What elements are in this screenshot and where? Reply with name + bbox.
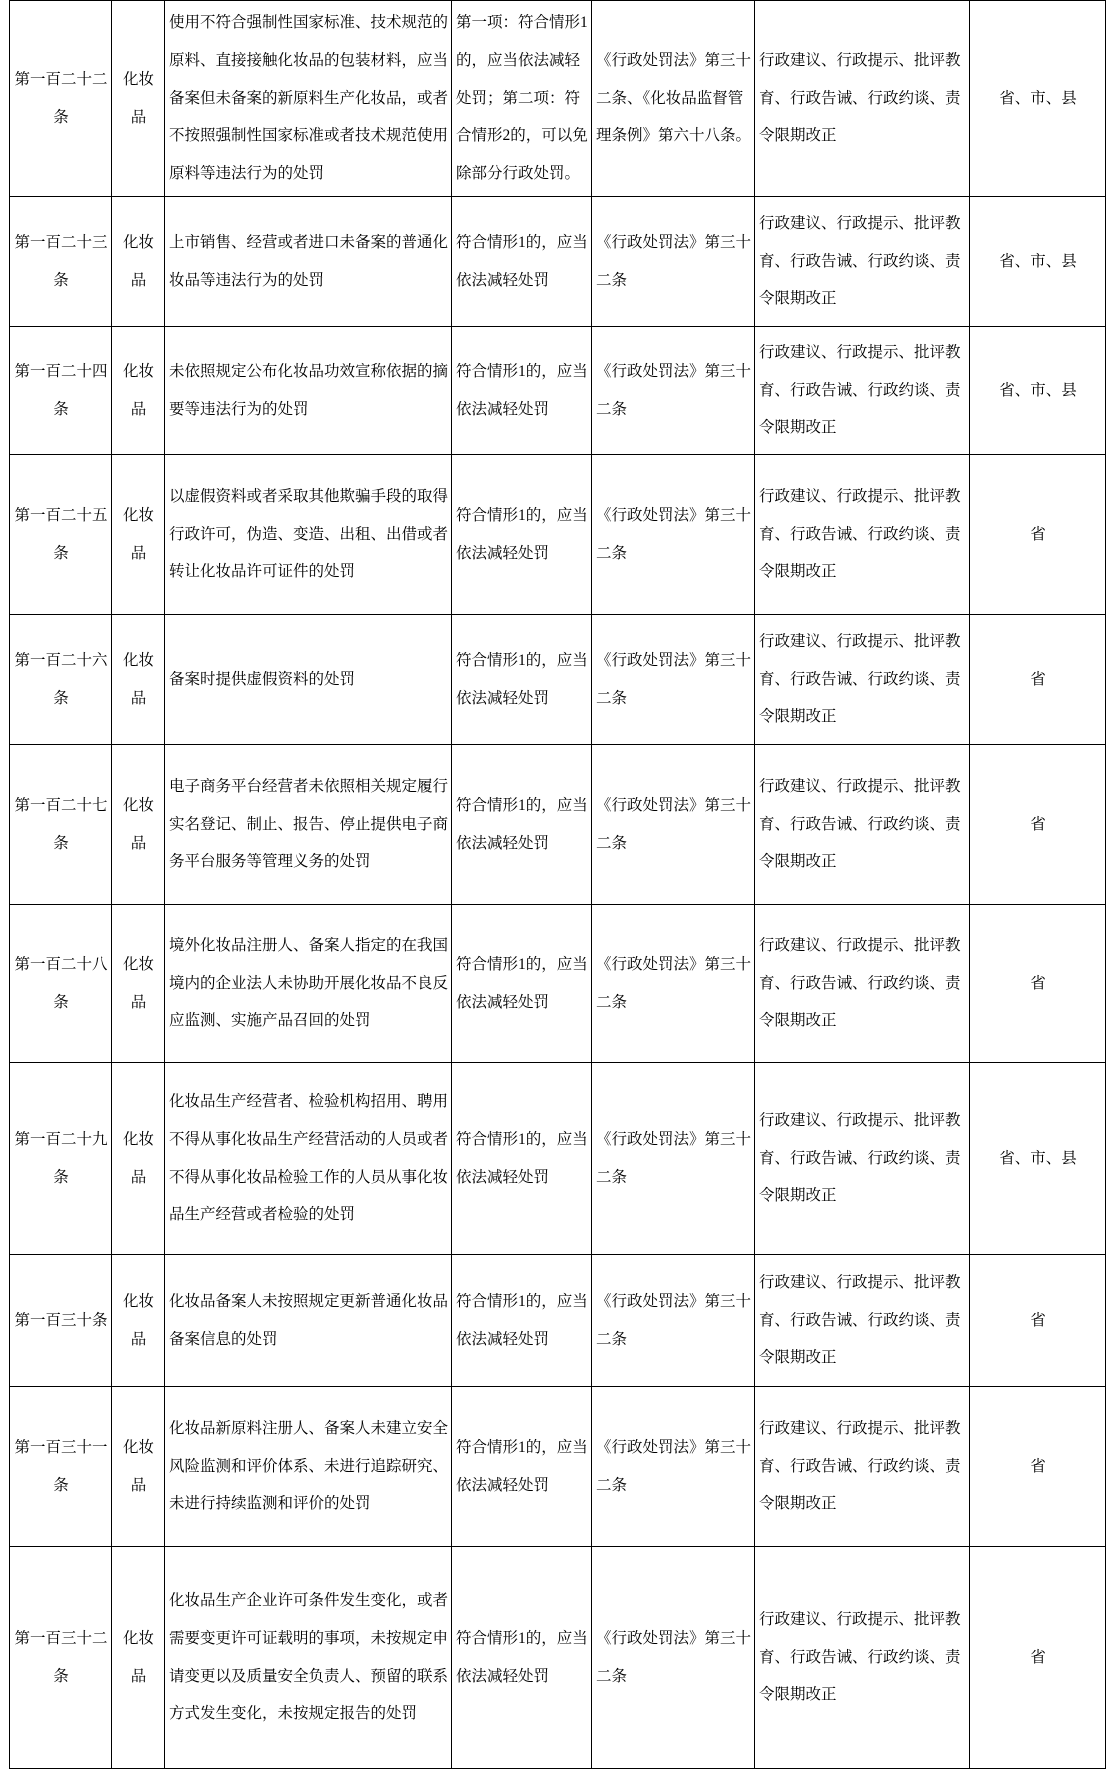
behavior-text: 使用不符合强制性国家标准、技术规范的原料、直接接触化妆品的包装材料，应当备案但未备案的新原料生产化妆品，或者不按照强制性国家标准或者技术规范使用原料等违法行为的处罚 xyxy=(169,13,449,183)
level-text: 省、市、县 xyxy=(999,252,1077,270)
basis-text: 《行政处罚法》第三十二条 xyxy=(596,1438,752,1494)
cell-behavior xyxy=(165,905,452,1063)
cell-rule xyxy=(452,1547,592,1769)
rule-text: 符合情形1的，应当依法减轻处罚 xyxy=(456,1438,588,1494)
cell-category xyxy=(112,1063,165,1255)
cell-article xyxy=(10,1547,112,1769)
cell-level xyxy=(970,1063,1106,1255)
category-text: 化妆品 xyxy=(122,506,154,562)
table-body xyxy=(10,1,1106,1769)
basis-text: 《行政处罚法》第三十二条 xyxy=(596,1292,752,1348)
cell-level xyxy=(970,1547,1106,1769)
cell-rule xyxy=(452,1063,592,1255)
cell-article xyxy=(10,615,112,745)
behavior-text: 化妆品生产经营者、检验机构招用、聘用不得从事化妆品生产经营活动的人员或者不得从事化妆品检验工作的人员从事化妆品生产经营或者检验的处罚 xyxy=(169,1092,449,1224)
rule-text: 符合情形1的，应当依法减轻处罚 xyxy=(456,651,588,707)
table-row xyxy=(10,327,1106,455)
cell-behavior xyxy=(165,1063,452,1255)
measure-text: 行政建议、行政提示、批评教育、行政告诫、行政约谈、责令限期改正 xyxy=(759,1111,961,1205)
behavior-text: 化妆品生产企业许可条件发生变化，或者需要变更许可证载明的事项，未按规定申请变更以及质量安全负责人、预留的联系方式发生变化，未按规定报告的处罚 xyxy=(169,1591,449,1723)
cell-measure xyxy=(755,197,970,327)
measure-text: 行政建议、行政提示、批评教育、行政告诫、行政约谈、责令限期改正 xyxy=(759,214,961,308)
category-text: 化妆品 xyxy=(122,651,154,707)
cell-category xyxy=(112,1255,165,1387)
cell-behavior xyxy=(165,197,452,327)
behavior-text: 备案时提供虚假资料的处罚 xyxy=(169,670,356,688)
table-row xyxy=(10,1063,1106,1255)
category-text: 化妆品 xyxy=(122,233,154,289)
cell-level xyxy=(970,745,1106,905)
article-text: 第一百二十六条 xyxy=(14,651,108,707)
measure-text: 行政建议、行政提示、批评教育、行政告诫、行政约谈、责令限期改正 xyxy=(759,1273,961,1367)
cell-basis xyxy=(592,1,755,197)
rule-text: 符合情形1的，应当依法减轻处罚 xyxy=(456,1130,588,1186)
cell-category xyxy=(112,1547,165,1769)
level-text: 省、市、县 xyxy=(999,89,1077,107)
cell-measure xyxy=(755,745,970,905)
cell-category xyxy=(112,455,165,615)
cell-level xyxy=(970,1387,1106,1547)
cell-measure xyxy=(755,1547,970,1769)
category-text: 化妆品 xyxy=(122,955,154,1011)
level-text: 省 xyxy=(1030,1648,1046,1666)
cell-level xyxy=(970,905,1106,1063)
table-row xyxy=(10,455,1106,615)
cell-basis xyxy=(592,327,755,455)
cell-measure xyxy=(755,615,970,745)
table-row xyxy=(10,745,1106,905)
level-text: 省 xyxy=(1030,1311,1046,1329)
behavior-text: 化妆品备案人未按照规定更新普通化妆品备案信息的处罚 xyxy=(169,1292,449,1348)
cell-rule xyxy=(452,327,592,455)
cell-category xyxy=(112,615,165,745)
cell-level xyxy=(970,1255,1106,1387)
basis-text: 《行政处罚法》第三十二条 xyxy=(596,1130,752,1186)
rule-text: 符合情形1的，应当依法减轻处罚 xyxy=(456,955,588,1011)
level-text: 省 xyxy=(1030,1457,1046,1475)
cell-article xyxy=(10,1255,112,1387)
cell-level xyxy=(970,327,1106,455)
cell-behavior xyxy=(165,615,452,745)
level-text: 省 xyxy=(1030,670,1046,688)
rule-text: 符合情形1的，应当依法减轻处罚 xyxy=(456,1292,588,1348)
table-row xyxy=(10,905,1106,1063)
behavior-text: 电子商务平台经营者未依照相关规定履行实名登记、制止、报告、停止提供电子商务平台服务等管理义务的处罚 xyxy=(169,777,449,871)
article-text: 第一百二十三条 xyxy=(14,233,108,289)
cell-level xyxy=(970,1,1106,197)
cell-measure xyxy=(755,905,970,1063)
cell-article xyxy=(10,1,112,197)
category-text: 化妆品 xyxy=(122,1292,154,1348)
rule-text: 符合情形1的，应当依法减轻处罚 xyxy=(456,796,588,852)
regulatory-penalty-table xyxy=(9,0,1106,1769)
cell-article xyxy=(10,455,112,615)
cell-category xyxy=(112,905,165,1063)
cell-basis xyxy=(592,197,755,327)
cell-category xyxy=(112,1,165,197)
measure-text: 行政建议、行政提示、批评教育、行政告诫、行政约谈、责令限期改正 xyxy=(759,777,961,871)
cell-rule xyxy=(452,615,592,745)
cell-level xyxy=(970,455,1106,615)
cell-rule xyxy=(452,905,592,1063)
article-text: 第一百三十条 xyxy=(14,1311,108,1329)
cell-category xyxy=(112,1387,165,1547)
cell-basis xyxy=(592,455,755,615)
cell-article xyxy=(10,745,112,905)
article-text: 第一百三十二条 xyxy=(14,1629,108,1685)
article-text: 第一百二十二条 xyxy=(14,70,108,126)
cell-behavior xyxy=(165,1547,452,1769)
cell-measure xyxy=(755,327,970,455)
behavior-text: 以虚假资料或者采取其他欺骗手段的取得行政许可，伪造、变造、出租、出借或者转让化妆品许可证件的处罚 xyxy=(169,487,449,581)
cell-article xyxy=(10,327,112,455)
basis-text: 《行政处罚法》第三十二条、《化妆品监督管理条例》第六十八条。 xyxy=(596,51,752,145)
measure-text: 行政建议、行政提示、批评教育、行政告诫、行政约谈、责令限期改正 xyxy=(759,487,961,581)
category-text: 化妆品 xyxy=(122,362,154,418)
category-text: 化妆品 xyxy=(122,796,154,852)
rule-text: 符合情形1的，应当依法减轻处罚 xyxy=(456,233,588,289)
table-row xyxy=(10,1,1106,197)
cell-measure xyxy=(755,1387,970,1547)
level-text: 省 xyxy=(1030,974,1046,992)
cell-basis xyxy=(592,1547,755,1769)
cell-behavior xyxy=(165,745,452,905)
cell-rule xyxy=(452,455,592,615)
cell-behavior xyxy=(165,327,452,455)
cell-article xyxy=(10,1063,112,1255)
category-text: 化妆品 xyxy=(122,1629,154,1685)
table-row xyxy=(10,1547,1106,1769)
measure-text: 行政建议、行政提示、批评教育、行政告诫、行政约谈、责令限期改正 xyxy=(759,1419,961,1513)
basis-text: 《行政处罚法》第三十二条 xyxy=(596,796,752,852)
basis-text: 《行政处罚法》第三十二条 xyxy=(596,1629,752,1685)
basis-text: 《行政处罚法》第三十二条 xyxy=(596,506,752,562)
level-text: 省、市、县 xyxy=(999,1149,1077,1167)
measure-text: 行政建议、行政提示、批评教育、行政告诫、行政约谈、责令限期改正 xyxy=(759,51,961,145)
cell-basis xyxy=(592,615,755,745)
basis-text: 《行政处罚法》第三十二条 xyxy=(596,362,752,418)
cell-behavior xyxy=(165,455,452,615)
cell-rule xyxy=(452,1,592,197)
cell-basis xyxy=(592,905,755,1063)
behavior-text: 境外化妆品注册人、备案人指定的在我国境内的企业法人未协助开展化妆品不良反应监测、实施产品召回的处罚 xyxy=(169,936,449,1030)
table-row xyxy=(10,615,1106,745)
behavior-text: 上市销售、经营或者进口未备案的普通化妆品等违法行为的处罚 xyxy=(169,233,449,289)
article-text: 第一百二十五条 xyxy=(14,506,108,562)
cell-behavior xyxy=(165,1,452,197)
cell-measure xyxy=(755,455,970,615)
table-row xyxy=(10,1255,1106,1387)
article-text: 第一百二十九条 xyxy=(14,1130,108,1186)
level-text: 省 xyxy=(1030,525,1046,543)
rule-text: 第一项：符合情形1的，应当依法减轻处罚；第二项：符合情形2的，可以免除部分行政处罚。 xyxy=(456,13,588,183)
behavior-text: 未依照规定公布化妆品功效宣称依据的摘要等违法行为的处罚 xyxy=(169,362,449,418)
cell-rule xyxy=(452,197,592,327)
basis-text: 《行政处罚法》第三十二条 xyxy=(596,233,752,289)
measure-text: 行政建议、行政提示、批评教育、行政告诫、行政约谈、责令限期改正 xyxy=(759,1610,961,1704)
cell-level xyxy=(970,197,1106,327)
article-text: 第一百二十四条 xyxy=(14,362,108,418)
measure-text: 行政建议、行政提示、批评教育、行政告诫、行政约谈、责令限期改正 xyxy=(759,343,961,437)
table-row xyxy=(10,197,1106,327)
table-row xyxy=(10,1387,1106,1547)
basis-text: 《行政处罚法》第三十二条 xyxy=(596,651,752,707)
cell-behavior xyxy=(165,1387,452,1547)
cell-measure xyxy=(755,1063,970,1255)
cell-category xyxy=(112,197,165,327)
cell-basis xyxy=(592,745,755,905)
cell-category xyxy=(112,327,165,455)
behavior-text: 化妆品新原料注册人、备案人未建立安全风险监测和评价体系、未进行追踪研究、未进行持续监测和评价的处罚 xyxy=(169,1419,449,1513)
rule-text: 符合情形1的，应当依法减轻处罚 xyxy=(456,506,588,562)
level-text: 省、市、县 xyxy=(999,381,1077,399)
cell-basis xyxy=(592,1063,755,1255)
article-text: 第一百二十八条 xyxy=(14,955,108,1011)
level-text: 省 xyxy=(1030,815,1046,833)
rule-text: 符合情形1的，应当依法减轻处罚 xyxy=(456,362,588,418)
measure-text: 行政建议、行政提示、批评教育、行政告诫、行政约谈、责令限期改正 xyxy=(759,632,961,726)
measure-text: 行政建议、行政提示、批评教育、行政告诫、行政约谈、责令限期改正 xyxy=(759,936,961,1030)
cell-basis xyxy=(592,1387,755,1547)
cell-basis xyxy=(592,1255,755,1387)
cell-rule xyxy=(452,1255,592,1387)
category-text: 化妆品 xyxy=(122,70,154,126)
cell-rule xyxy=(452,1387,592,1547)
category-text: 化妆品 xyxy=(122,1438,154,1494)
cell-level xyxy=(970,615,1106,745)
category-text: 化妆品 xyxy=(122,1130,154,1186)
cell-article xyxy=(10,197,112,327)
cell-category xyxy=(112,745,165,905)
cell-rule xyxy=(452,745,592,905)
article-text: 第一百三十一条 xyxy=(14,1438,108,1494)
cell-measure xyxy=(755,1,970,197)
cell-article xyxy=(10,905,112,1063)
cell-measure xyxy=(755,1255,970,1387)
rule-text: 符合情形1的，应当依法减轻处罚 xyxy=(456,1629,588,1685)
cell-article xyxy=(10,1387,112,1547)
cell-behavior xyxy=(165,1255,452,1387)
basis-text: 《行政处罚法》第三十二条 xyxy=(596,955,752,1011)
article-text: 第一百二十七条 xyxy=(14,796,108,852)
